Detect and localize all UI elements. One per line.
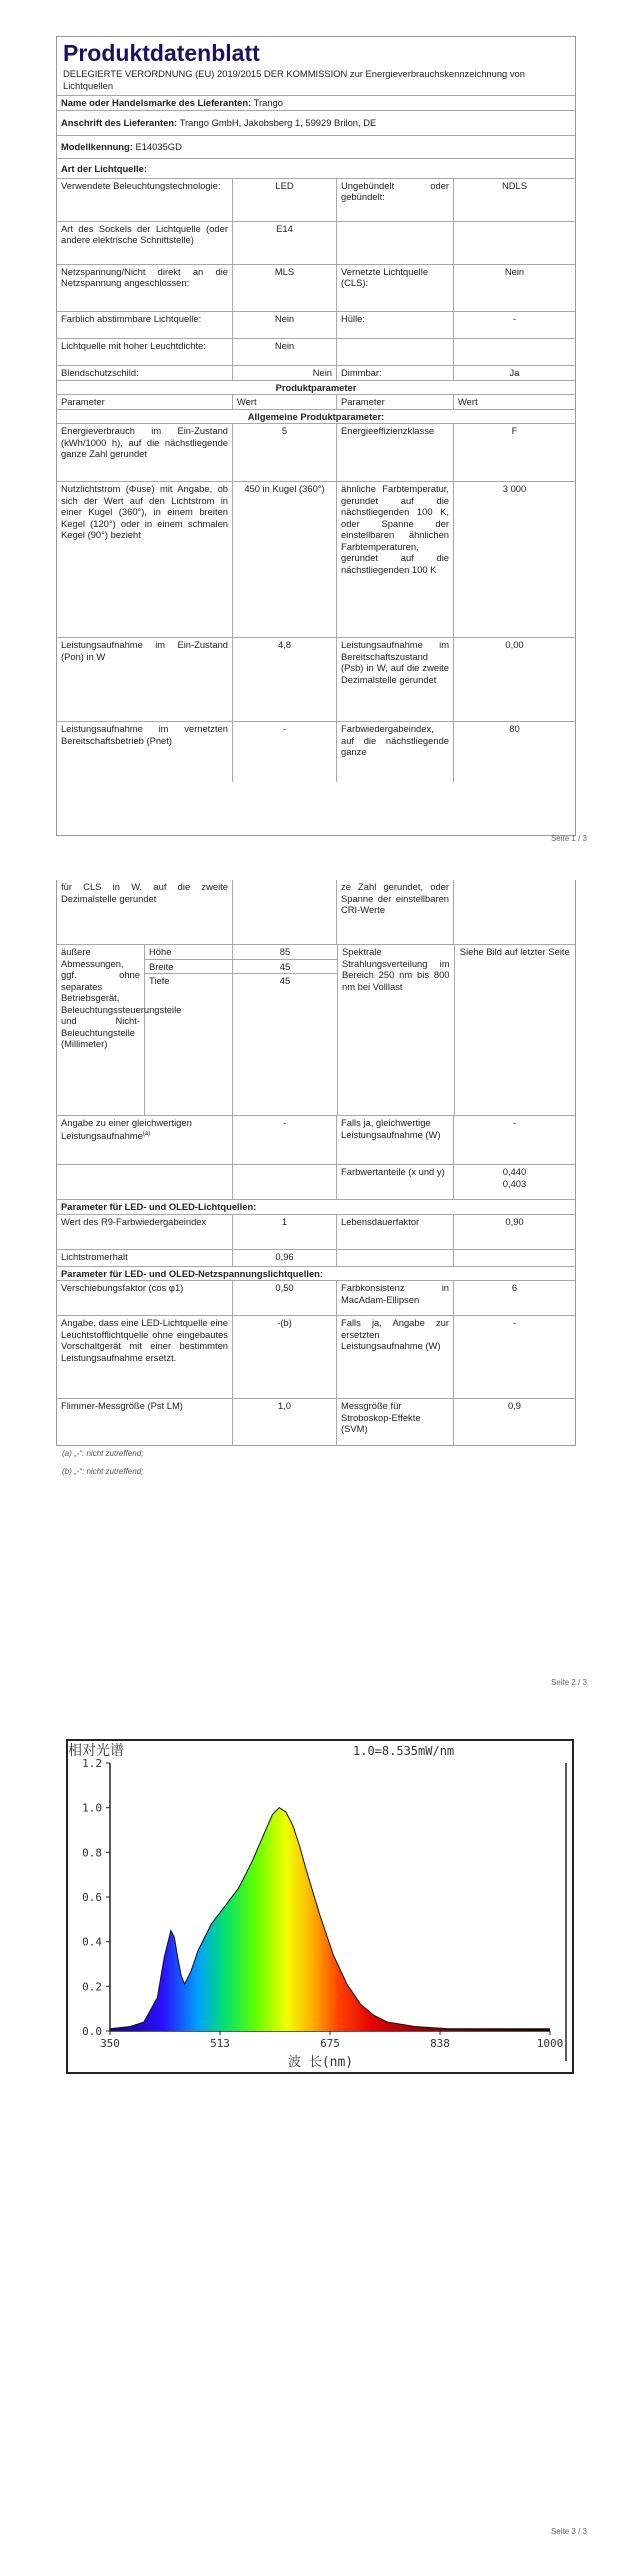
datasheet-page-2	[56, 880, 576, 1446]
table-cell: -	[512, 312, 517, 324]
table-cell	[337, 1250, 454, 1266]
table-cell: -	[233, 722, 337, 782]
table-cell: -	[233, 1116, 337, 1164]
dimensions-label: äußere Abmessungen, ggf. ohne separates Betriebsgerät, Beleuchtungssteuerungsteile und Nicht-Beleuchtungsteile (Millimeter)	[57, 945, 145, 1115]
table-cell	[233, 880, 337, 944]
table-cell: Nein	[233, 312, 337, 338]
general-heading: Allgemeine Produktparameter:	[247, 410, 385, 422]
supplier-address-row: Anschrift des Lieferanten: Trango GmbH, Jakobsberg 1, 59929 Brilon, DE	[61, 116, 377, 128]
table-cell: -(b)	[233, 1316, 337, 1398]
page-number: Seite 2 / 3	[550, 1678, 587, 1687]
supplier-name-row: Name oder Handelsmarke des Lieferanten: Trango	[61, 97, 283, 108]
table-cell: Energieeffizienzklasse	[337, 424, 454, 481]
table-cell: Verwendete Beleuchtungstechnologie:	[57, 179, 233, 221]
table-cell: Vernetzte Lichtquelle (CLS):	[337, 265, 454, 311]
table-cell: Nutzlichtstrom (Φuse) mit Angabe, ob sich der Wert auf den Lichtstrom in einer Kugel (360°), in einem breiten Kegel (120°) oder in einem schmalen Kegel (90°) bezieht	[57, 482, 233, 637]
chart-annotation: 1.0=8.535mW/nm	[353, 1744, 455, 1758]
y-tick-label: 0.0	[82, 2025, 102, 2038]
table-cell: ähnliche Farbtemperatur, gerundet auf die nächstliegenden 100 K, oder Spanne der einstellbaren ähnlichen Farbtemperaturen, gerundet auf die nächstliegenden 100 K	[337, 482, 454, 637]
table-cell: Flimmer-Messgröße (Pst LM)	[57, 1399, 233, 1446]
table-cell: Lichtstromerhalt	[57, 1250, 233, 1266]
page-title: Produktdatenblatt	[63, 40, 260, 66]
y-tick-label: 1.0	[82, 1801, 102, 1815]
table-cell: Nein	[233, 339, 337, 365]
spectrum-area	[110, 1808, 550, 2031]
dimension-value: 85	[279, 946, 291, 957]
page-number: Seite 3 / 3	[550, 2527, 587, 2536]
table-cell: 0,96	[233, 1250, 337, 1266]
y-tick-label: 0.2	[82, 1980, 102, 1994]
table-cell: 5	[233, 424, 337, 481]
footnote-a: (a) „-“: nicht zutreffend;	[62, 1449, 144, 1458]
footnote-b: (b) „-“: nicht zutreffend;	[62, 1467, 144, 1476]
led-heading: Parameter für LED- und OLED-Lichtquellen:	[61, 1201, 257, 1212]
table-cell: Hülle:	[337, 312, 454, 338]
column-header: Wert	[458, 396, 478, 407]
light-type-table	[57, 178, 575, 380]
chart-title: 相对光谱	[68, 1743, 124, 1759]
regulation-text: DELEGIERTE VERORDNUNG (EU) 2019/2015 DER KOMMISSION zur Energieverbrauchskennzeichnung von Lichtquellen	[63, 68, 525, 91]
table-cell: Nein	[233, 366, 337, 380]
table-cell: 0,90	[505, 1215, 524, 1227]
params-heading: Produktparameter	[275, 381, 357, 393]
table-cell: Falls ja, Angabe zur ersetzten Leistungsaufnahme (W)	[337, 1316, 454, 1398]
y-tick-label: 0.4	[82, 1935, 102, 1949]
table-cell	[454, 1250, 575, 1266]
table-cell	[57, 1165, 233, 1199]
table-cell: 0,9	[507, 1400, 522, 1411]
table-cell: Messgröße für Stroboskop-Effekte (SVM)	[337, 1399, 454, 1446]
x-tick-label: 838	[430, 2037, 450, 2050]
table-cell	[454, 880, 575, 944]
table-cell: Blendschutzschild:	[57, 366, 233, 380]
dimension-value: 45	[279, 975, 291, 986]
table-cell: 1,0	[233, 1399, 337, 1446]
x-tick-label: 1000	[536, 2037, 564, 2050]
table-cell: Nein	[504, 265, 525, 277]
table-cell	[233, 1165, 337, 1199]
table-cell: Leistungsaufnahme im Bereitschaftszustand (Psb) in W, auf die zweite Dezimalstelle gerundet	[337, 638, 454, 721]
table-cell: NDLS	[501, 179, 527, 191]
table-cell: Angabe, dass eine LED-Lichtquelle eine Leuchtstofflichtquelle ohne eingebautes Vorschaltgerät mit einer bestimmten Leistungsaufnahme ersetzt.	[57, 1316, 233, 1398]
table-cell: -	[512, 1317, 517, 1328]
datasheet-page-1	[56, 36, 576, 836]
y-tick-label: 1.2	[82, 1757, 102, 1770]
table-cell: LED	[233, 179, 337, 221]
table-cell	[454, 339, 575, 365]
x-tick-label: 350	[100, 2037, 120, 2050]
table-cell: Farbkonsistenz in MacAdam-Ellipsen	[337, 1281, 454, 1315]
y-tick-label: 0.8	[82, 1846, 102, 1860]
table-cell: Netzspannung/Nicht direkt an die Netzspannung angeschlossen:	[57, 265, 233, 311]
page-number: Seite 1 / 3	[550, 834, 587, 843]
general-params-table	[57, 423, 575, 782]
x-axis-label: 波 长(nm)	[288, 2055, 354, 2070]
dimensions-row	[57, 944, 575, 1115]
table-cell: Dimmbar:	[337, 366, 454, 380]
table-cell: E14	[233, 222, 337, 264]
table-cell: Lebensdauerfaktor	[337, 1215, 454, 1249]
table-cell: Art des Sockels der Lichtquelle (oder andere elektrische Schnittstelle)	[57, 222, 233, 264]
spectrum-chart	[66, 1739, 574, 2074]
dimension-value: 45	[279, 960, 291, 972]
table-cell: 0,00	[505, 639, 524, 650]
dimension-key: Tiefe	[145, 974, 233, 1118]
table-cell: Farbwertanteile (x und y)	[337, 1165, 454, 1199]
table-cell: 4,8	[233, 638, 337, 721]
table-cell	[337, 339, 454, 365]
spectrum-chart-svg	[68, 1741, 572, 2072]
mains-heading: Parameter für LED- und OLED-Netzspannungslichtquellen:	[61, 1267, 324, 1279]
table-cell: 0,440 0,403	[502, 1166, 527, 1189]
table-cell	[454, 222, 575, 264]
table-cell: Angabe zu einer gleichwertigen Leistungsaufnahme$^{(a)}$	[57, 1116, 233, 1164]
y-tick-label: 0.6	[82, 1891, 102, 1904]
column-header: Parameter	[57, 395, 233, 409]
table-cell: MLS	[233, 265, 337, 311]
dimension-key: Höhe	[145, 945, 233, 959]
table-cell: für CLS in W, auf die zweite Dezimalstelle gerundet	[57, 880, 233, 944]
x-tick-label: 675	[320, 2037, 340, 2050]
table-cell: Farbwiedergabeindex, auf die nächstliegende ganze	[337, 722, 454, 782]
table-cell: 3 000	[502, 483, 527, 494]
table-cell: Ja	[509, 366, 520, 378]
dimension-key: Breite	[145, 960, 233, 974]
table-cell: Leistungsaufnahme im Ein-Zustand (Pon) in W	[57, 638, 233, 721]
table-cell: Lichtquelle mit hoher Leuchtdichte:	[57, 339, 233, 365]
table-cell: F	[511, 425, 518, 436]
table-cell: Wert des R9-Farbwiedergabeindex	[57, 1215, 233, 1249]
table-cell: 0,50	[233, 1281, 337, 1315]
column-header: Wert	[233, 395, 337, 409]
column-header: Parameter	[337, 395, 454, 409]
model-row: Modellkennung: E14035GD	[61, 140, 182, 152]
table-cell: -	[512, 1117, 517, 1128]
x-tick-label: 513	[210, 2037, 230, 2050]
table-cell: Ungebündelt oder gebündelt:	[337, 179, 454, 221]
table-cell: Spektrale Strahlungsverteilung im Bereich 250 nm bis 800 nm bei Volllast	[338, 945, 455, 1115]
table-cell	[337, 222, 454, 264]
light-type-heading: Art der Lichtquelle:	[61, 162, 147, 174]
table-cell: Energieverbrauch im Ein-Zustand (kWh/1000 h), auf die nächstliegende ganze Zahl gerundet	[57, 424, 233, 481]
table-cell: Leistungsaufnahme im vernetzten Bereitschaftsbetrieb (Pnet)	[57, 722, 233, 782]
table-cell: 6	[511, 1282, 518, 1293]
table-cell: Falls ja, gleichwertige Leistungsaufnahme (W)	[337, 1116, 454, 1164]
table-cell: Farblich abstimmbare Lichtquelle:	[57, 312, 233, 338]
table-cell: 80	[509, 723, 520, 734]
table-cell: 1	[233, 1215, 337, 1249]
table-cell: Siehe Bild auf letzter Seite	[459, 946, 570, 957]
table-cell: 450 in Kugel (360°)	[233, 482, 337, 637]
table-cell: Verschiebungsfaktor (cos φ1)	[57, 1281, 233, 1315]
table-cell: ze Zahl gerundet, oder Spanne der einstellbaren CRI-Werte	[337, 880, 454, 944]
